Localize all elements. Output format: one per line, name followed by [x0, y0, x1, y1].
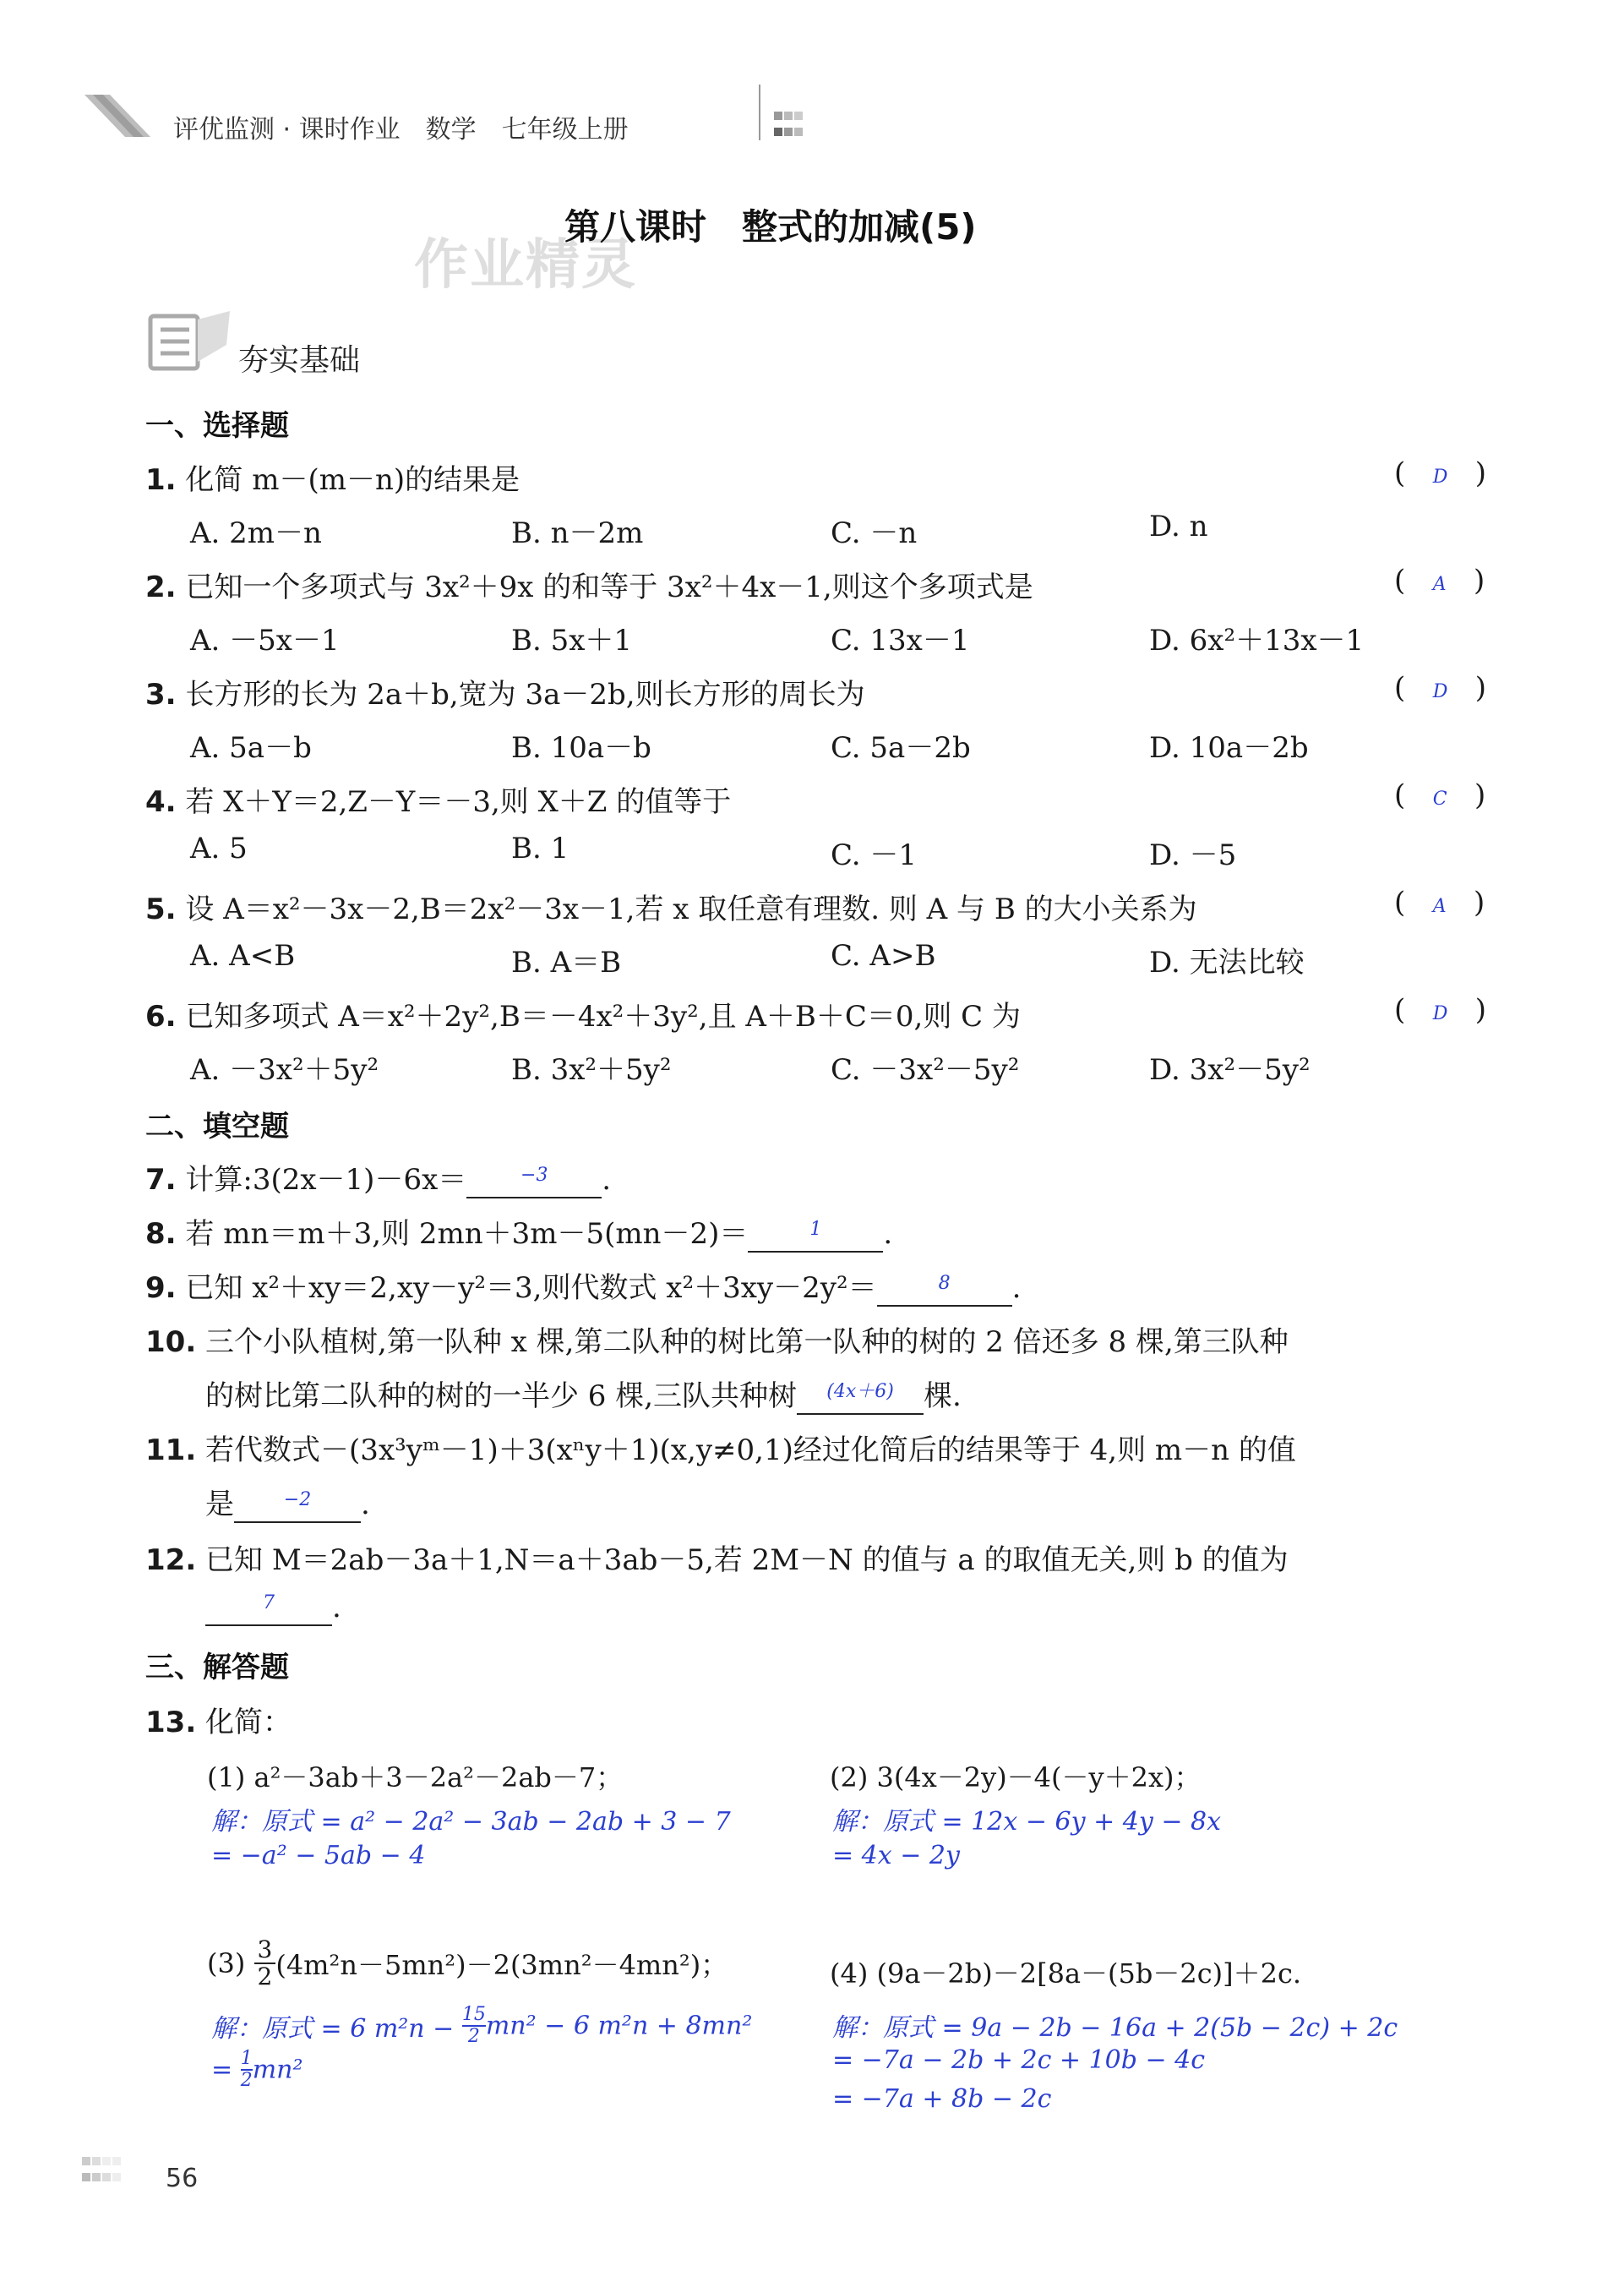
choice-option: B. 10a－b	[511, 731, 651, 765]
choice-option: C. －3x²－5y²	[831, 1053, 1020, 1087]
choice-option: B. A＝B	[511, 946, 622, 980]
choice-option: C. 13x－1	[831, 624, 970, 658]
choice-answer: A	[1432, 574, 1447, 595]
q13-part3-solution-line2: = $\frac{1}{2}$ mn²	[211, 2048, 303, 2091]
q13-part4-solution-line2: = −7a − 2b + 2c + 10b − 4c	[832, 2045, 1206, 2075]
q13-part1-solution-line1: 解：原式 = a² − 2a² − 3ab − 2ab + 3 − 7	[211, 1807, 731, 1837]
choice-option: C. －1	[831, 838, 918, 872]
answer-bracket: ( A )	[1394, 564, 1485, 598]
choice-option: A. －3x²＋5y²	[190, 1053, 379, 1087]
answer-blank: −3	[466, 1163, 602, 1198]
choice-option: A. A<B	[190, 939, 296, 973]
subsection-title: 夯实基础	[238, 343, 361, 378]
q13-part4-solution-line1: 解：原式 = 9a − 2b − 16a + 2(5b − 2c) + 2c	[832, 2013, 1398, 2043]
header-divider	[759, 85, 760, 140]
page-number: 56	[166, 2164, 199, 2193]
watermark: 作业精灵	[414, 234, 637, 297]
header-stripe-icon	[84, 95, 152, 145]
choice-option: C. A>B	[831, 939, 936, 973]
choice-question-3: 3. 长方形的长为 2a＋b,宽为 3a－2b,则长方形的周长为	[145, 678, 865, 712]
page-title: 第八课时 整式的加减(5)	[564, 206, 977, 248]
choice-option: A. 2m－n	[190, 516, 322, 550]
answer-blank: 7	[205, 1591, 332, 1626]
choice-question-4: 4. 若 X＋Y＝2,Z－Y＝－3,则 X＋Z 的值等于	[145, 785, 732, 819]
choice-option: D. 3x²－5y²	[1149, 1053, 1311, 1087]
fill-question-7: 7. 计算:3(2x－1)－6x＝ $^{-3}$ .	[145, 1163, 612, 1197]
choice-option: C. －n	[831, 516, 918, 550]
choice-option: D. n	[1149, 510, 1208, 543]
answer-blank: −2	[234, 1488, 361, 1523]
q13-part1-solution-line2: = −a² − 5ab − 4	[211, 1841, 426, 1870]
fill-question-10-line1: 10. 三个小队植树,第一队种 x 棵,第二队种的树比第一队种的树的 2 倍还多 8 棵,第三队种	[145, 1325, 1289, 1359]
fill-question-12-line2: $^7$ .	[205, 1591, 341, 1626]
choice-answer: A	[1432, 896, 1447, 917]
fill-question-8: 8. 若 mn＝m＋3,则 2mn＋3m－5(mn－2)＝ $^1$ .	[145, 1217, 893, 1251]
fill-question-10-line2: 的树比第二队种的树的一半少 6 棵,三队共种树 $^{(4x+6)}$ 棵.	[205, 1379, 962, 1413]
choice-question-6: 6. 已知多项式 A＝x²＋2y²,B＝－4x²＋3y²,且 A＋B＋C＝0,则 C 为	[145, 1000, 1021, 1034]
fill-question-11-line2: 是 $^{-2}$ .	[205, 1488, 370, 1521]
q13-part4: (4) (9a－2b)－2[8a－(5b－2c)]＋2c.	[830, 1957, 1302, 1990]
choice-option: B. 5x＋1	[511, 624, 633, 658]
q13-part2-solution-line2: = 4x − 2y	[832, 1841, 960, 1870]
section-solve: 三、解答题	[145, 1651, 289, 1684]
choice-option: D. 10a－2b	[1149, 731, 1309, 765]
answer-bracket: ( D )	[1394, 456, 1487, 490]
choice-option: B. n－2m	[511, 516, 644, 550]
answer-blank: (4x＋6)	[797, 1379, 924, 1415]
choice-option: D. 6x²＋13x－1	[1149, 624, 1365, 658]
choice-option: B. 3x²＋5y²	[511, 1053, 672, 1087]
fill-question-12-line1: 12. 已知 M＝2ab－3a＋1,N＝a＋3ab－5,若 2M－N 的值与 a 的取值无关,则 b 的值为	[145, 1543, 1289, 1577]
answer-blank: 8	[877, 1271, 1012, 1307]
choice-question-2: 2. 已知一个多项式与 3x²＋9x 的和等于 3x²＋4x－1,则这个多项式是	[145, 570, 1033, 604]
answer-bracket: ( A )	[1394, 886, 1485, 920]
fill-question-11-line1: 11. 若代数式－(3x³yᵐ－1)＋3(xⁿy＋1)(x,y≠0,1)经过化简后的结果等于 4,则 m－n 的值	[145, 1433, 1296, 1467]
answer-bracket: ( D )	[1394, 993, 1487, 1027]
footer-dots-icon	[81, 2154, 166, 2186]
fill-question-9: 9. 已知 x²＋xy＝2,xy－y²＝3,则代数式 x²＋3xy－2y²＝ $^8$ .	[145, 1271, 1022, 1305]
q13-part3-solution-line1: 解：原式 = 6 m²n − $\frac{15}{2}$ mn² − 6 m²n + 8mn²	[211, 2004, 753, 2047]
choice-answer: C	[1432, 789, 1447, 810]
question-13: 13. 化简：	[145, 1706, 292, 1739]
q13-part1: (1) a²－3ab＋3－2a²－2ab－7；	[207, 1761, 624, 1793]
q13-part2-solution-line1: 解：原式 = 12x − 6y + 4y − 8x	[832, 1807, 1222, 1837]
choice-answer: D	[1432, 467, 1448, 488]
section-choice: 一、选择题	[145, 409, 289, 443]
section-fill: 二、填空题	[145, 1110, 289, 1144]
choice-answer: D	[1432, 1003, 1448, 1024]
answer-blank: 1	[748, 1217, 883, 1253]
fraction-3-2: $\frac{3}{2}$	[254, 1937, 276, 1990]
answer-bracket: ( C )	[1394, 778, 1486, 812]
choice-option: A. 5	[190, 832, 248, 865]
choice-option: A. －5x－1	[190, 624, 340, 658]
choice-option: D. 无法比较	[1149, 946, 1305, 980]
choice-question-5: 5. 设 A＝x²－3x－2,B＝2x²－3x－1,若 x 取任意有理数. 则 A 与 B 的大小关系为	[145, 893, 1197, 926]
header-text: 评优监测 · 课时作业 数学 七年级上册	[173, 115, 629, 145]
choice-question-1: 1. 化简 m－(m－n)的结果是	[145, 463, 520, 497]
q13-part2: (2) 3(4x－2y)－4(－y＋2x)；	[830, 1761, 1202, 1793]
q13-part4-solution-line3: = −7a + 8b − 2c	[832, 2084, 1052, 2114]
choice-option: D. －5	[1149, 838, 1237, 872]
choice-option: A. 5a－b	[190, 731, 312, 765]
answer-bracket: ( D )	[1394, 671, 1487, 705]
header-dots-icon	[773, 108, 824, 140]
choice-option: C. 5a－2b	[831, 731, 971, 765]
notebook-icon	[145, 311, 238, 375]
q13-part3: (3) $\frac{3}{2}$ (4m²n－5mn²)－2(3mn²－4mn²)；	[207, 1935, 728, 1990]
choice-option: B. 1	[511, 832, 569, 865]
choice-answer: D	[1432, 681, 1448, 702]
